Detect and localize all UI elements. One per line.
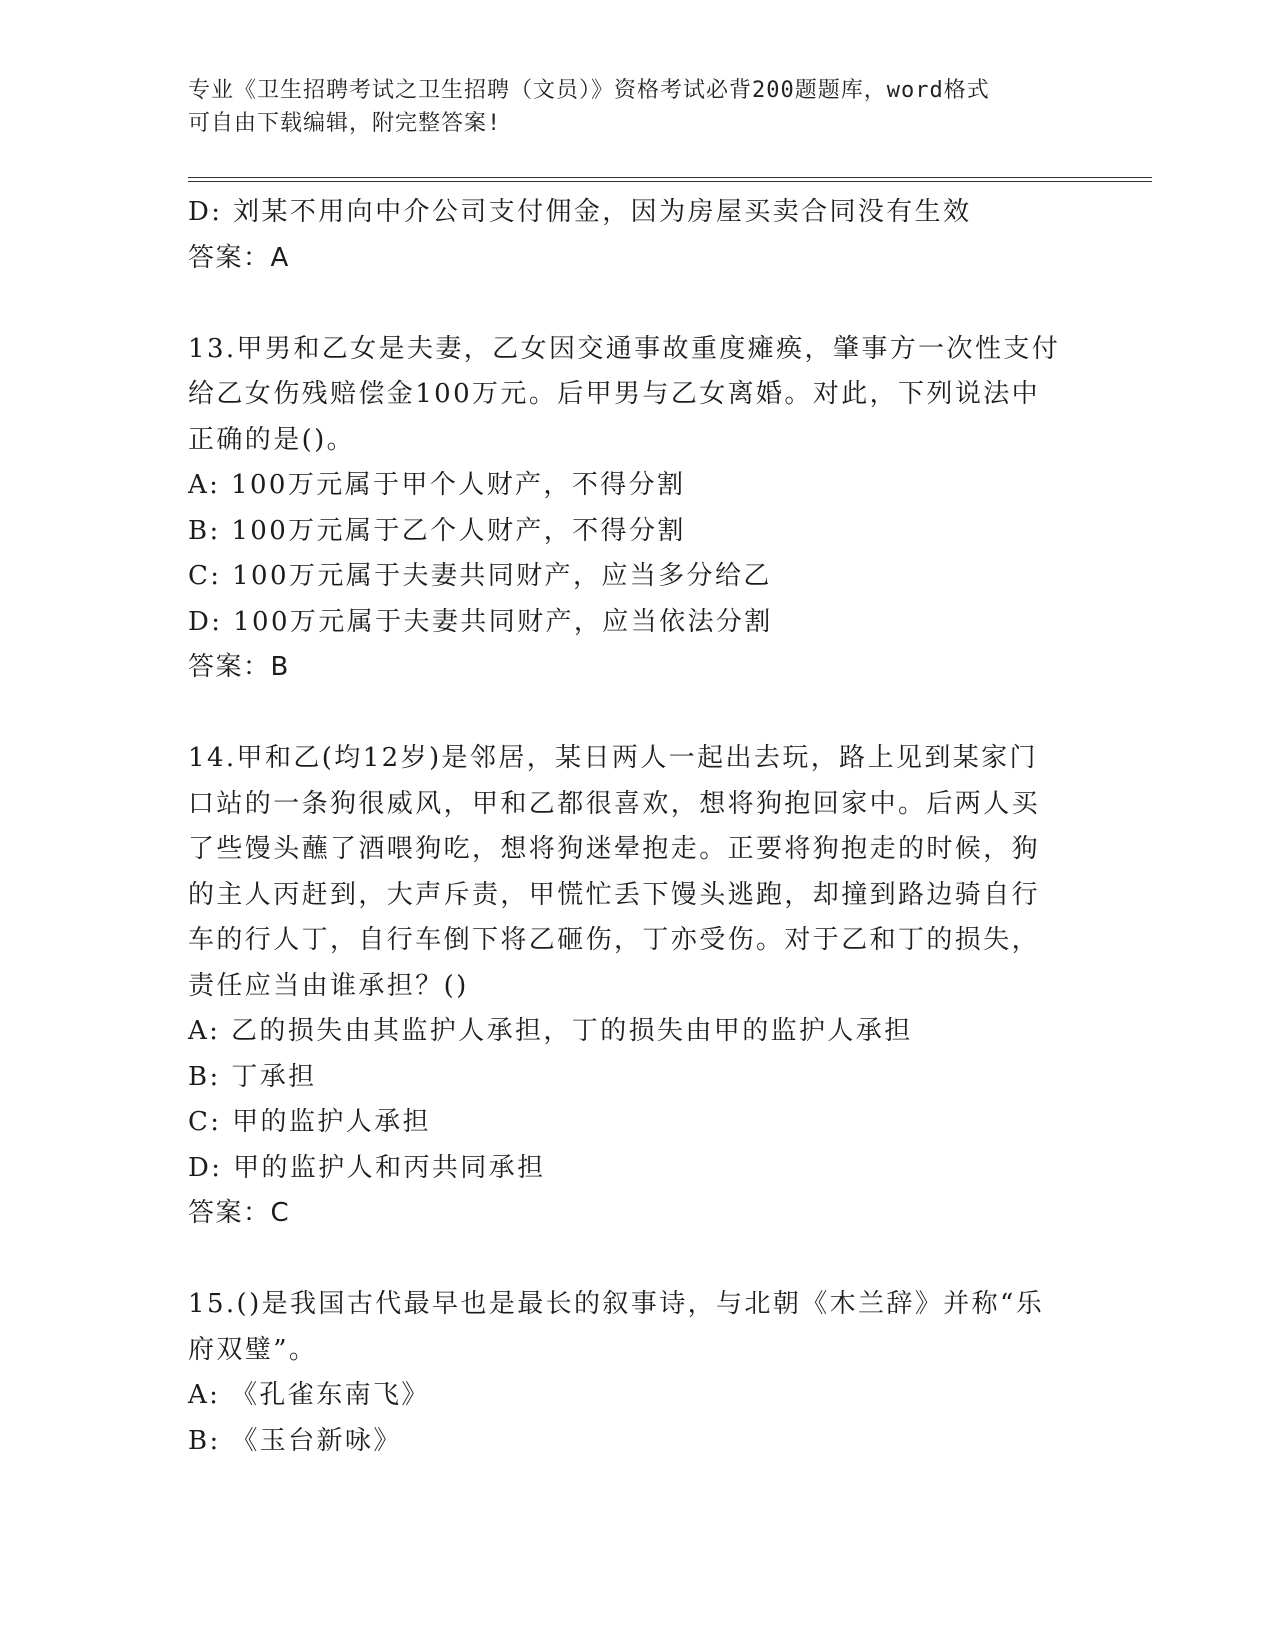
question-stem-line: 责任应当由谁承担？(): [188, 970, 469, 1001]
spacer: [188, 691, 1088, 737]
question-stem-line: 15.()是我国古代最早也是最长的叙事诗，与北朝《木兰辞》并称“乐: [188, 1289, 1045, 1319]
option-d: D: 甲的监护人和丙共同承担: [188, 1152, 546, 1183]
spacer: [188, 1237, 1088, 1283]
header-divider: [188, 177, 1152, 182]
option-c: C: 甲的监护人承担: [188, 1107, 431, 1137]
question-content: [188, 190, 1088, 1464]
question-stem-line: 13.甲男和乙女是夫妻，乙女因交通事故重度瘫痪，肇事方一次性支付: [188, 333, 1061, 364]
question-stem-line: 正确的是()。: [188, 424, 356, 455]
question-stem-line: 给乙女伤残赔偿金100万元。后甲男与乙女离婚。对此，下列说法中: [188, 379, 1041, 409]
document-header: [188, 74, 1088, 140]
question-14: [188, 736, 1088, 1237]
option-a: A: 乙的损失由其监护人承担，丁的损失由甲的监护人承担: [188, 1016, 913, 1046]
question-13: [188, 327, 1088, 691]
option-d: D: 100万元属于夫妻共同财产，应当依法分割: [188, 606, 773, 637]
header-title-line-1: 专业《卫生招聘考试之卫生招聘（文员）》资格考试必背200题题库，word格式: [188, 78, 990, 103]
question-stem-line: 车的行人丁，自行车倒下将乙砸伤，丁亦受伤。对于乙和丁的损失，: [188, 925, 1041, 955]
option-a: A: 《孔雀东南飞》: [188, 1380, 430, 1410]
question-stem-line: 了些馒头蘸了酒喂狗吃，想将狗迷晕抱走。正要将狗抱走的时候，狗: [188, 834, 1041, 864]
question-stem-line: 的主人丙赶到，大声斥责，甲慌忙丢下馒头逃跑，却撞到路边骑自行: [188, 879, 1041, 910]
option-a: A: 100万元属于甲个人财产，不得分割: [188, 470, 686, 500]
question-stem-line: 府双璧”。: [188, 1334, 318, 1365]
option-c: C: 100万元属于夫妻共同财产，应当多分给乙: [188, 561, 772, 591]
question-stem-line: 口站的一条狗很威风，甲和乙都很喜欢，想将狗抱回家中。后两人买: [188, 788, 1041, 819]
header-title-line-2: 可自由下载编辑，附完整答案!: [188, 111, 502, 136]
option-b: B: 丁承担: [188, 1061, 317, 1092]
option-b: B: 100万元属于乙个人财产，不得分割: [188, 515, 686, 546]
answer-line: 答案：A: [188, 242, 290, 273]
answer-line: 答案：C: [188, 1198, 291, 1228]
question-15: [188, 1282, 1088, 1464]
question-stem-line: 14.甲和乙(均12岁)是邻居，某日两人一起出去玩，路上见到某家门: [188, 743, 1038, 773]
answer-line: 答案：B: [188, 652, 290, 682]
question-12: [188, 190, 1088, 281]
spacer: [188, 281, 1088, 327]
option-d: D: 刘某不用向中介公司支付佣金，因为房屋买卖合同没有生效: [188, 197, 972, 227]
option-b: B: 《玉台新咏》: [188, 1425, 402, 1456]
